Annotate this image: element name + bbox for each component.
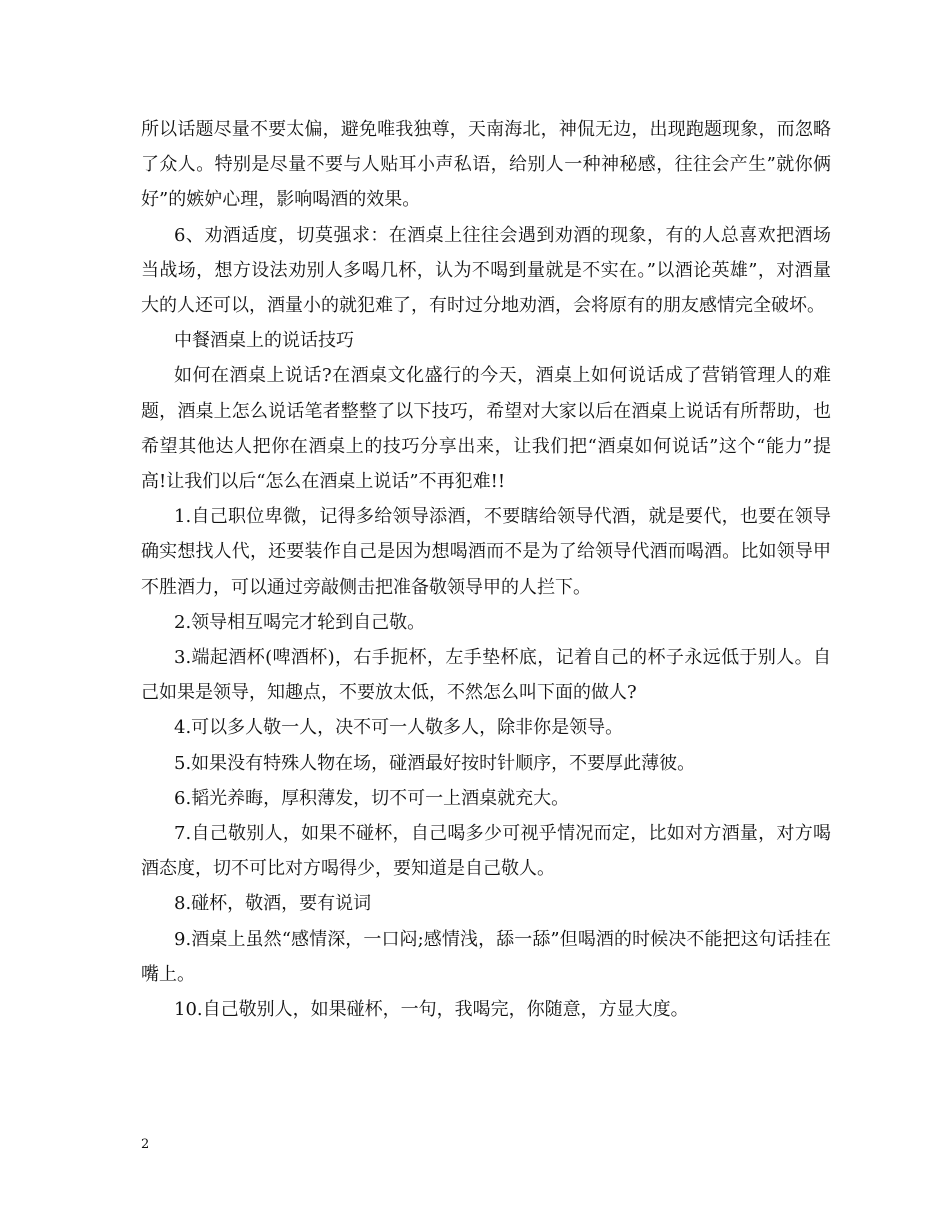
paragraph-intro: 如何在酒桌上说话?在酒桌文化盛行的今天，酒桌上如何说话成了营销管理人的难题，酒桌上怎么说话笔者整整了以下技巧，希望对大家以后在酒桌上说话有所帮助，也希望其他达人把你在酒桌上的技巧分享出来，让我们把“酒桌如何说话”这个“能力”提高!让我们以后“怎么在酒桌上说话”不再犯难!!	[141, 365, 831, 493]
list-item-9: 9.酒桌上虽然“感情深，一口闷;感情浅，舔一舔”但喝酒的时候决不能把这句话挂在嘴上。	[141, 928, 831, 985]
paragraph-tip-6: 6、劝酒适度，切莫强求：在酒桌上往往会遇到劝酒的现象，有的人总喜欢把酒场当战场，想方设法劝别人多喝几杯，认为不喝到量就是不实在。”以酒论英雄”，对酒量大的人还可以，酒量小的就犯难了，有时过分地劝酒，会将原有的朋友感情完全破坏。	[141, 224, 831, 317]
list-item-6: 6.韬光养晦，厚积薄发，切不可一上酒桌就充大。	[174, 787, 570, 809]
list-item-10: 10.自己敬别人，如果碰杯，一句，我喝完，你随意，方显大度。	[174, 999, 689, 1021]
list-item-7: 7.自己敬别人，如果不碰杯，自己喝多少可视乎情况而定，比如对方酒量，对方喝酒态度，切不可比对方喝得少，要知道是自己敬人。	[141, 823, 831, 880]
list-item-1: 1.自己职位卑微，记得多给领导添酒，不要瞎给领导代酒，就是要代，也要在领导确实想找人代，还要装作自己是因为想喝酒而不是为了给领导代酒而喝酒。比如领导甲不胜酒力，可以通过旁敲侧击把准备敬领导甲的人拦下。	[141, 506, 831, 598]
section-heading: 中餐酒桌上的说话技巧	[174, 330, 354, 352]
paragraph-continued: 所以话题尽量不要太偏，避免唯我独尊，天南海北，神侃无边，出现跑题现象，而忽略了众人。特别是尽量不要与人贴耳小声私语，给别人一种神秘感，往往会产生”就你俩好”的嫉妒心理，影响喝酒的效果。	[141, 119, 831, 211]
list-item-3: 3.端起酒杯(啤酒杯)，右手扼杯，左手垫杯底，记着自己的杯子永远低于别人。自己如果是领导，知趣点，不要放太低，不然怎么叫下面的做人?	[141, 647, 831, 704]
body-text	[141, 112, 831, 1027]
page-number: 2	[141, 1137, 150, 1152]
list-item-2: 2.领导相互喝完才轮到自己敬。	[174, 611, 426, 633]
list-item-8: 8.碰杯，敬酒，要有说词	[174, 893, 372, 915]
list-item-5: 5.如果没有特殊人物在场，碰酒最好按时针顺序，不要厚此薄彼。	[174, 752, 696, 774]
list-item-4: 4.可以多人敬一人，决不可一人敬多人，除非你是领导。	[174, 717, 624, 739]
